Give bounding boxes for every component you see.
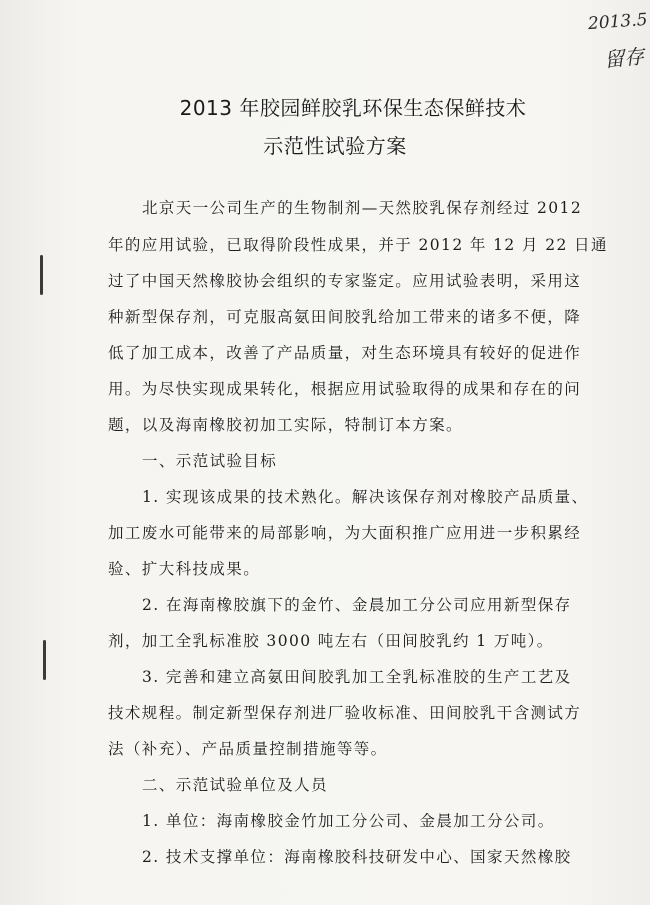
section-heading: 一、示范试验目标 xyxy=(142,452,278,470)
section2-item1: 1. 单位：海南橡胶金竹加工分公司、金晨加工分公司。 xyxy=(142,812,555,830)
intro-line: 用。为尽快实现成果转化，根据应用试验取得的成果和存在的问 xyxy=(108,380,582,398)
title-line-2: 示范性试验方案 xyxy=(263,134,407,158)
section1-item3-line: 技术规程。制定新型保存剂进厂验收标准、田间胶乳干含测试方 xyxy=(108,704,582,722)
binding-mark xyxy=(43,640,46,680)
intro-line: 种新型保存剂，可克服高氨田间胶乳给加工带来的诸多不便，降 xyxy=(108,308,582,326)
handwritten-date: 2013.5 xyxy=(587,9,649,35)
binding-mark xyxy=(40,255,43,295)
section-heading: 二、示范试验单位及人员 xyxy=(142,776,328,794)
section1-item1-line: 1. 实现该成果的技术熟化。解决该保存剂对橡胶产品质量、 xyxy=(142,488,589,506)
section1-item2-line: 2. 在海南橡胶旗下的金竹、金晨加工分公司应用新型保存 xyxy=(142,596,572,614)
title-line-1: 2013 年胶园鲜胶乳环保生态保鲜技术 xyxy=(179,96,527,120)
section1-item1-line: 验、扩大科技成果。 xyxy=(108,560,261,578)
intro-line: 低了加工成本，改善了产品质量，对生态环境具有较好的促进作 xyxy=(108,344,582,362)
intro-line: 北京天一公司生产的生物制剂—天然胶乳保存剂经过 2012 xyxy=(142,199,583,217)
section1-item3-line: 3. 完善和建立高氨田间胶乳加工全乳标准胶的生产工艺及 xyxy=(142,668,572,686)
section2-item2: 2. 技术支撑单位：海南橡胶科技研发中心、国家天然橡胶 xyxy=(142,848,572,866)
intro-line: 年的应用试验，已取得阶段性成果，并于 2012 年 12 月 22 日通 xyxy=(108,236,608,254)
handwritten-note: 留存 xyxy=(603,43,646,73)
intro-line: 过了中国天然橡胶协会组织的专家鉴定。应用试验表明，采用这 xyxy=(108,272,582,290)
intro-line: 题，以及海南橡胶初加工实际，特制订本方案。 xyxy=(108,416,463,434)
section1-item3-line: 法（补充）、产品质量控制措施等等。 xyxy=(108,740,388,758)
section1-item2-line: 剂，加工全乳标准胶 3000 吨左右（田间胶乳约 1 万吨）。 xyxy=(108,632,554,650)
section1-item1-line: 加工废水可能带来的局部影响，为大面积推广应用进一步积累经 xyxy=(108,524,582,542)
